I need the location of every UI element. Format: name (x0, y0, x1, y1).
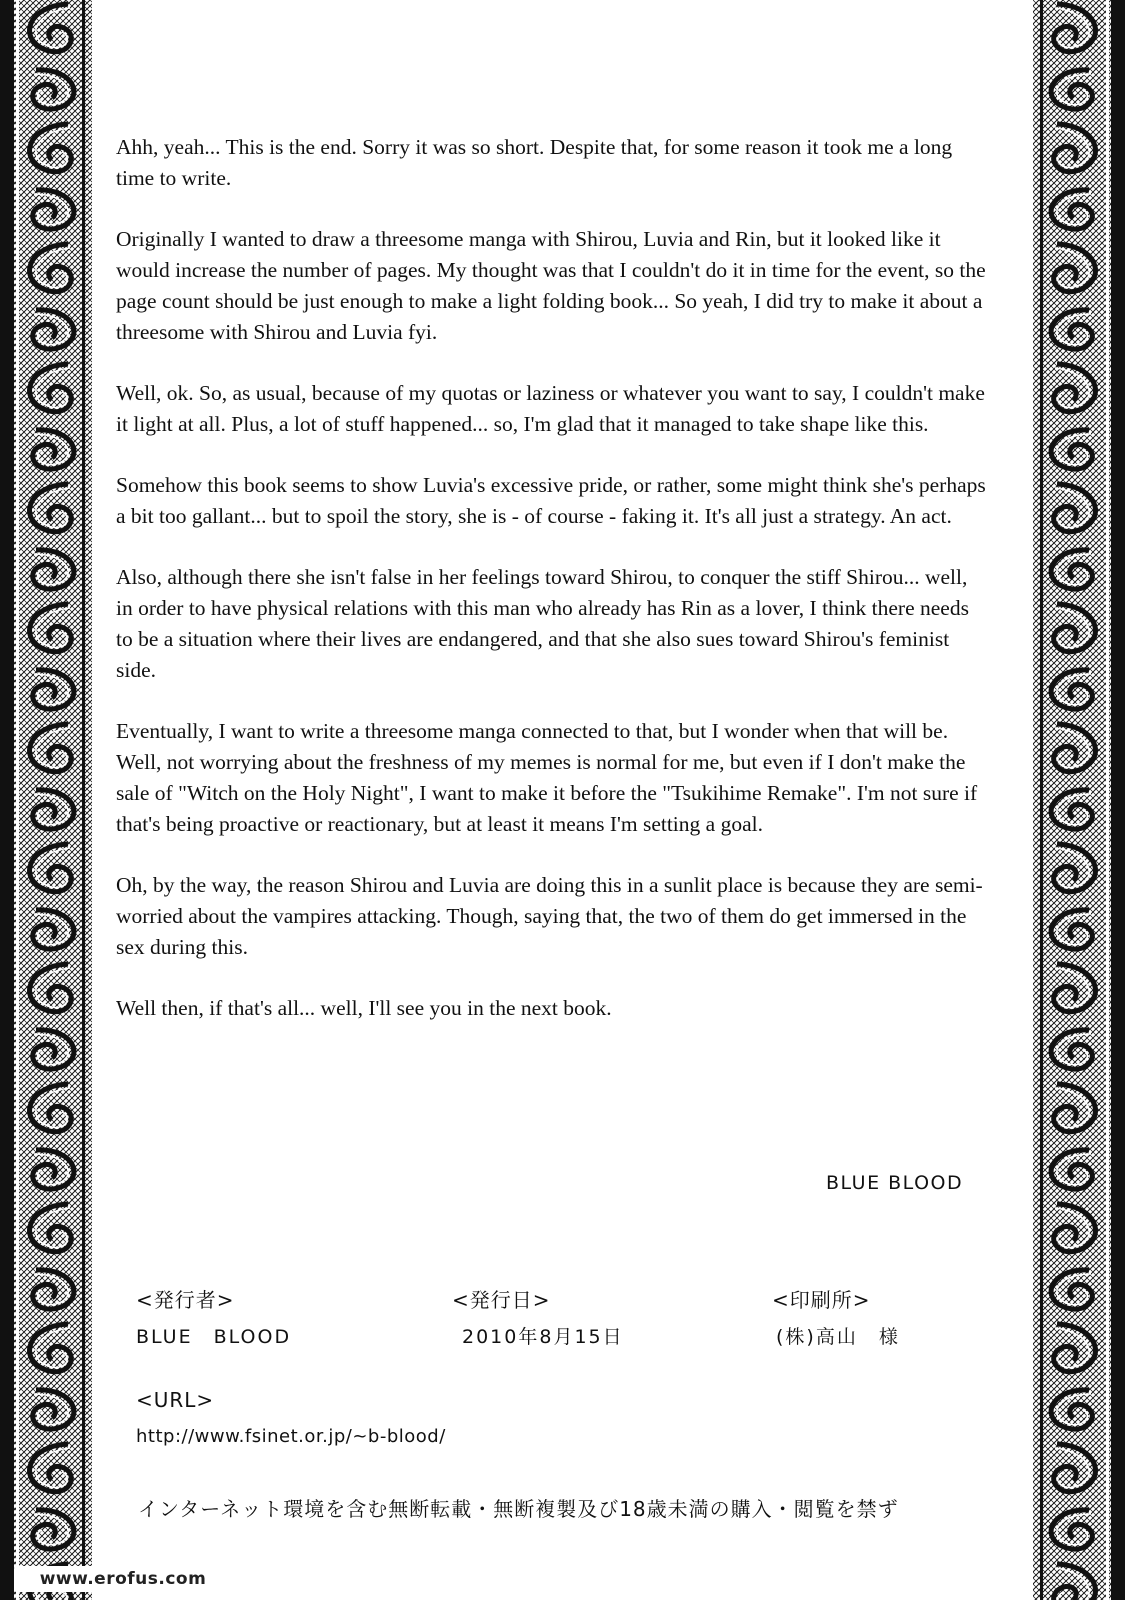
afterword-paragraph: Originally I wanted to draw a threesome manga with Shirou, Luvia and Rin, but it looked like it would increase the number of pages. My thought was that I couldn't do it in time for the event, so the page count should be just enough to make a light folding book... So yeah, I did try to make it about a threesome with Shirou and Luvia fyi. (116, 227, 986, 344)
date-label: <発行日> (452, 1288, 551, 1312)
afterword-paragraph: Well then, if that's all... well, I'll see you in the next book. (116, 996, 612, 1020)
url-link[interactable]: http://www.fsinet.or.jp/~b-blood/ (136, 1426, 446, 1447)
author-signature: BLUE BLOOD (826, 1172, 964, 1194)
right-ornamental-border (1033, 0, 1125, 1600)
copyright-notice: インターネット環境を含む無断転載・無断複製及び18歳未満の購入・閲覧を禁ず (138, 1497, 899, 1521)
afterword-paragraph: Eventually, I want to write a threesome manga connected to that, but I wonder when that will be. Well, not worrying about the freshness of my memes is normal for me, but even if I don't make the sale of "Witch on the Holy Night", I want to make it before the "Tsukihime Remake". I'm not sure if that's being proactive or reactionary, but at least it means I'm setting a goal. (116, 719, 978, 836)
printer-value: (株)高山 様 (776, 1326, 900, 1348)
afterword-paragraph: Ahh, yeah... This is the end. Sorry it was so short. Despite that, for some reason it took me a long time to write. (116, 135, 953, 190)
afterword-paragraph: Somehow this book seems to show Luvia's excessive pride, or rather, some might think she's perhaps a bit too gallant... but to spoil the story, she is - of course - faking it. It's all just a strategy. An act. (116, 473, 986, 528)
afterword-paragraph: Also, although there she isn't false in her feelings toward Shirou, to conquer the stiff Shirou... well, in order to have physical relations with this man who already has Rin as a lover, I think there needs to be a situation where their lives are endangered, and that she also sues toward Shirou's feminist side. (116, 565, 969, 682)
url-label: <URL> (136, 1388, 215, 1412)
site-watermark: www.erofus.com (14, 1566, 232, 1592)
publisher-label: <発行者> (136, 1288, 235, 1312)
left-ornamental-border (0, 0, 92, 1600)
afterword-text (116, 132, 986, 1054)
date-value: 2010年8月15日 (462, 1326, 624, 1348)
printer-label: <印刷所> (772, 1288, 871, 1312)
afterword-paragraph: Well, ok. So, as usual, because of my quotas or laziness or whatever you want to say, I couldn't make it light at all. Plus, a lot of stuff happened... so, I'm glad that it managed to take shape like this. (116, 381, 985, 436)
scroll-ornament-right (1033, 0, 1125, 1600)
afterword-paragraph: Oh, by the way, the reason Shirou and Luvia are doing this in a sunlit place is because they are semi-worried about the vampires attacking. Though, saying that, the two of them do get immersed in the sex during this. (116, 873, 983, 959)
publisher-value: BLUE BLOOD (136, 1326, 292, 1348)
scroll-ornament-left (0, 0, 92, 1600)
